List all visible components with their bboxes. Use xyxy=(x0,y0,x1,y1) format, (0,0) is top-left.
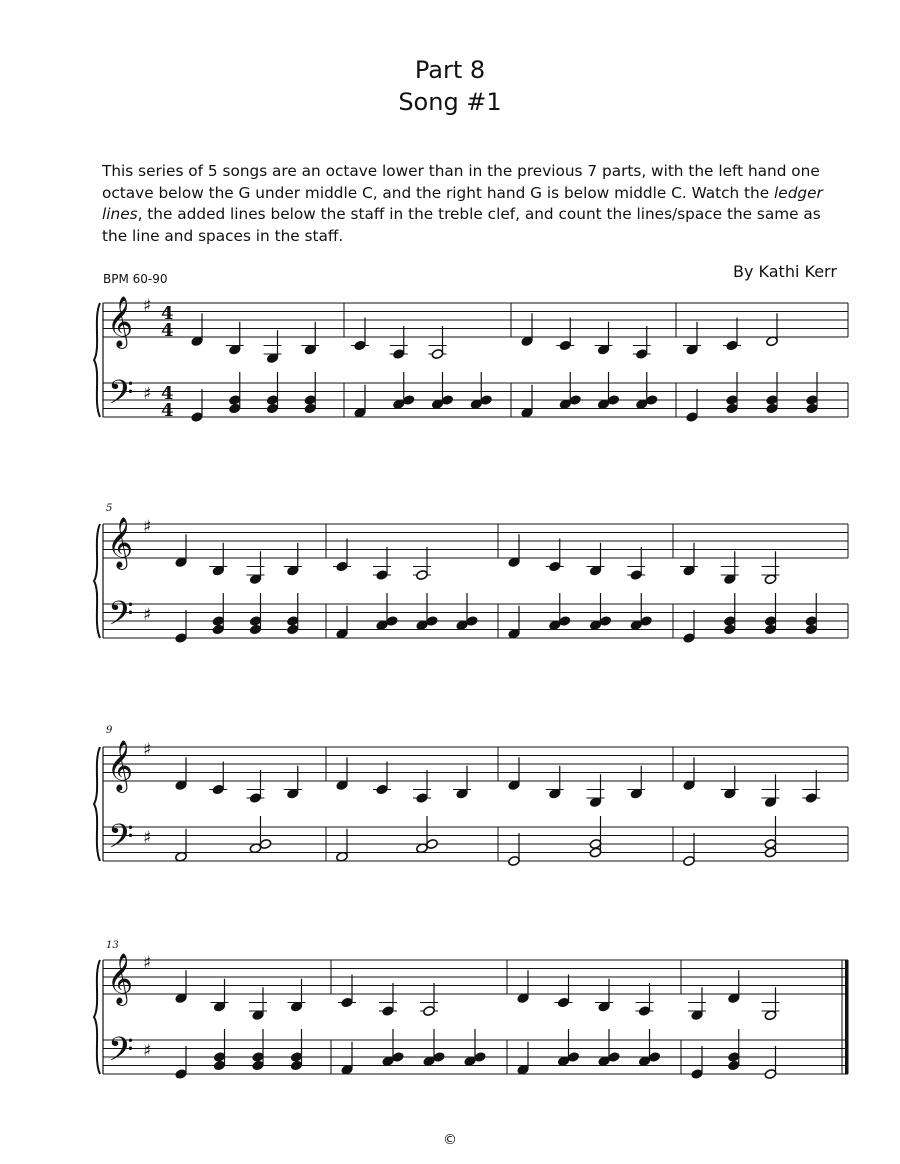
key-signature-sharp-icon: ♯ xyxy=(143,1041,152,1061)
intro-text-2: , the added lines below the staff in the treble clef, and count the lines/space the same as the line and spaces in the staff. xyxy=(102,205,821,245)
part-title: Part 8 xyxy=(414,56,486,84)
key-signature-sharp-icon: ♯ xyxy=(143,384,152,404)
measure-number-5: 5 xyxy=(106,503,113,514)
key-signature-sharp-icon: ♯ xyxy=(143,605,152,625)
time-signature-top: 4 xyxy=(161,383,174,404)
key-signature-sharp-icon: ♯ xyxy=(143,740,152,760)
copyright-symbol: © xyxy=(443,1132,457,1148)
time-signature-top: 4 xyxy=(161,303,174,324)
bass-clef-icon: 𝄢 xyxy=(108,595,134,641)
treble-clef-icon: 𝄞 xyxy=(107,517,134,568)
key-signature-sharp-icon: ♯ xyxy=(143,828,152,848)
key-signature-sharp-icon: ♯ xyxy=(143,296,152,316)
song-title: Song #1 xyxy=(398,88,502,116)
treble-clef-icon: 𝄞 xyxy=(107,740,134,791)
treble-clef-icon: 𝄞 xyxy=(107,296,134,347)
bass-clef-icon: 𝄢 xyxy=(108,818,134,864)
treble-clef-icon: 𝄞 xyxy=(107,953,134,1004)
grand-staff-brace xyxy=(94,303,100,417)
grand-staff-brace xyxy=(94,747,100,861)
time-signature-bottom: 4 xyxy=(161,320,174,341)
intro-text-1: This series of 5 songs are an octave lower than in the previous 7 parts, with the left hand one octave below the G under middle C, and the right hand G is below middle C. Watch the xyxy=(102,162,820,202)
key-signature-sharp-icon: ♯ xyxy=(143,953,152,973)
grand-staff-brace xyxy=(94,524,100,638)
bass-clef-icon: 𝄢 xyxy=(108,1031,134,1077)
measure-number-9: 9 xyxy=(106,725,113,736)
final-thick-barline xyxy=(845,960,849,1074)
tempo-marking: BPM 60-90 xyxy=(103,272,168,286)
intro-italic-term: ledger lines xyxy=(102,183,823,223)
time-signature-bottom: 4 xyxy=(161,400,174,421)
bass-clef-icon: 𝄢 xyxy=(108,374,134,420)
grand-staff-brace xyxy=(94,960,100,1074)
key-signature-sharp-icon: ♯ xyxy=(143,517,152,537)
measure-number-13: 13 xyxy=(106,940,119,951)
composer-credit: By Kathi Kerr xyxy=(733,262,837,281)
